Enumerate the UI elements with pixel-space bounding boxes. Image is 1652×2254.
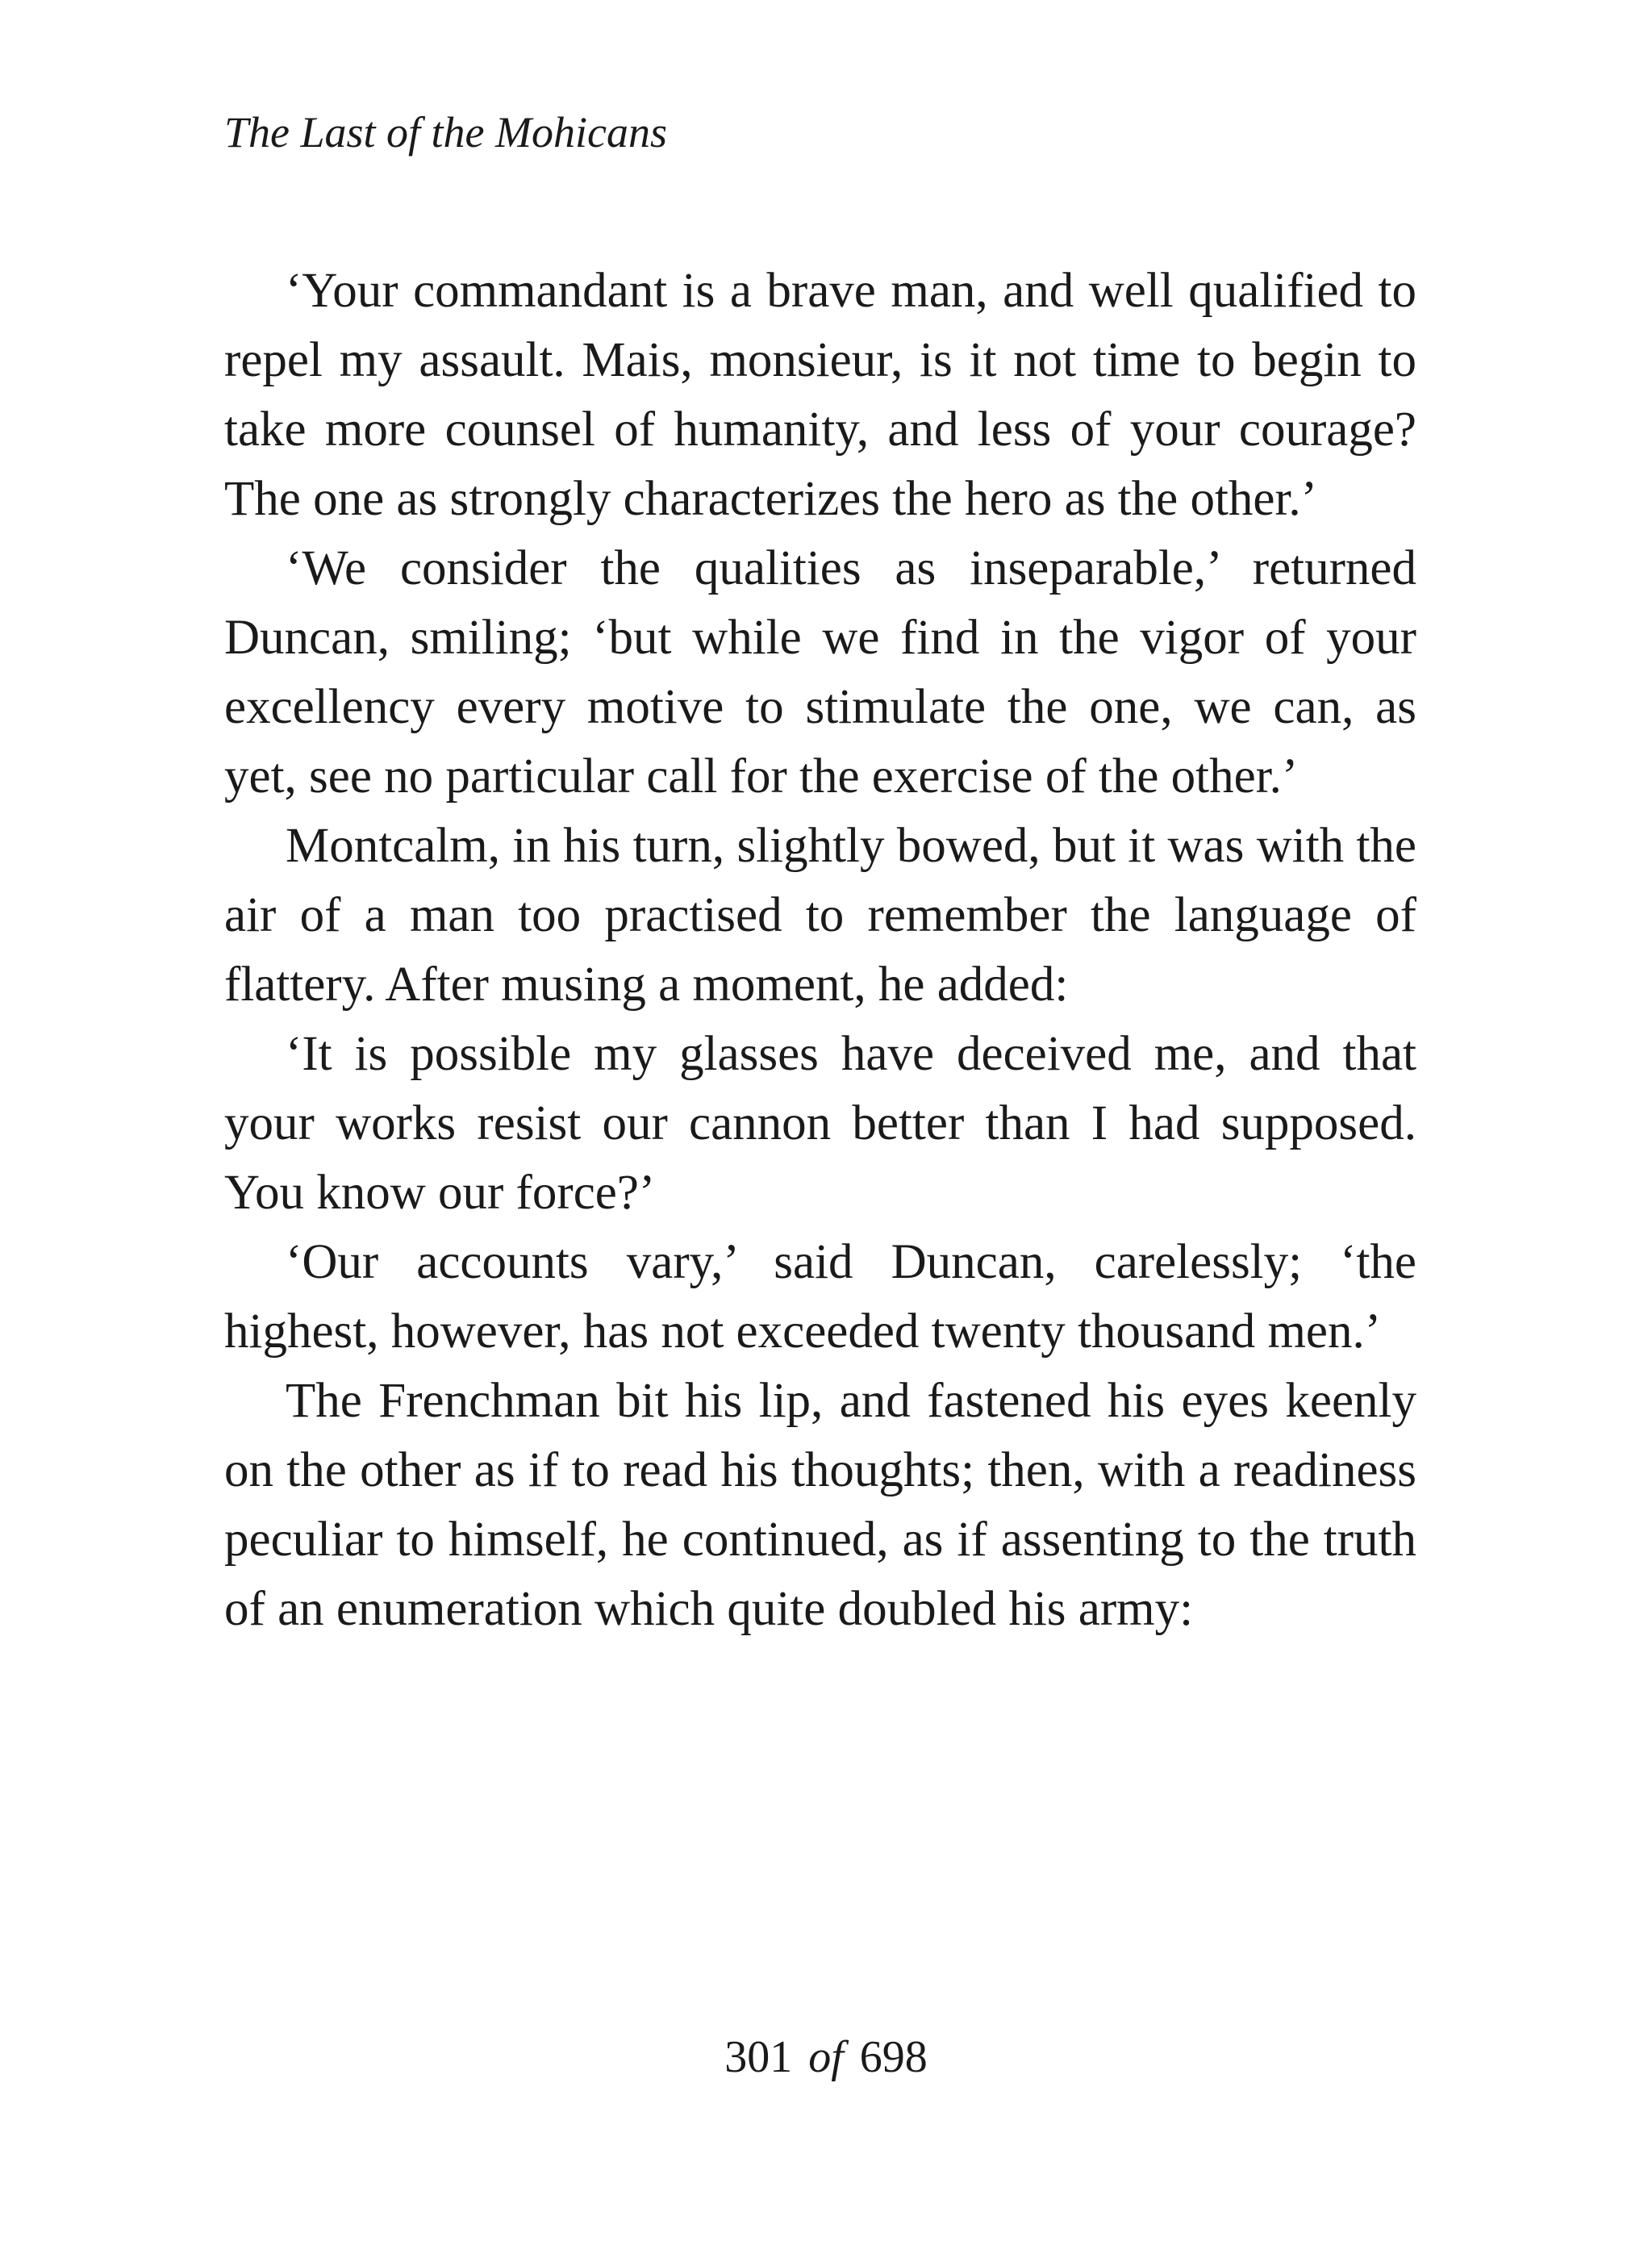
- paragraph: The Frenchman bit his lip, and fastened his eyes keenly on the other as if to read his thoughts; then, with a readiness peculiar to himself, he continued, as if assenting to the truth of an enumeration which quite doubled his army:: [224, 1374, 1416, 1636]
- paragraph: ‘Your commandant is a brave man, and well qualified to repel my assault. Mais, monsieur, is it not time to begin to take more counsel of humanity, and less of your courage? The one as strongly characterizes the hero as the other.’: [224, 264, 1416, 526]
- page-of-label: of: [808, 2032, 844, 2082]
- paragraph: Montcalm, in his turn, slightly bowed, but it was with the air of a man too practised to remember the language of flattery. After musing a moment, he added:: [224, 819, 1416, 1012]
- page-body: [224, 257, 1416, 1644]
- paragraph: ‘It is possible my glasses have deceived me, and that your works resist our cannon better than I had supposed. You know our force?’: [224, 1027, 1416, 1220]
- paragraph: ‘Our accounts vary,’ said Duncan, carelessly; ‘the highest, however, has not exceeded twenty thousand men.’: [224, 1235, 1416, 1359]
- page-number: [0, 2028, 1652, 2086]
- paragraph: ‘We consider the qualities as inseparable,’ returned Duncan, smiling; ‘but while we find in the vigor of your excellency every motive to stimulate the one, we can, as yet, see no particular call for the exercise of the other.’: [224, 541, 1416, 804]
- total-pages: 698: [859, 2032, 928, 2082]
- running-title: The Last of the Mohicans: [224, 108, 667, 157]
- current-page: 301: [724, 2032, 793, 2082]
